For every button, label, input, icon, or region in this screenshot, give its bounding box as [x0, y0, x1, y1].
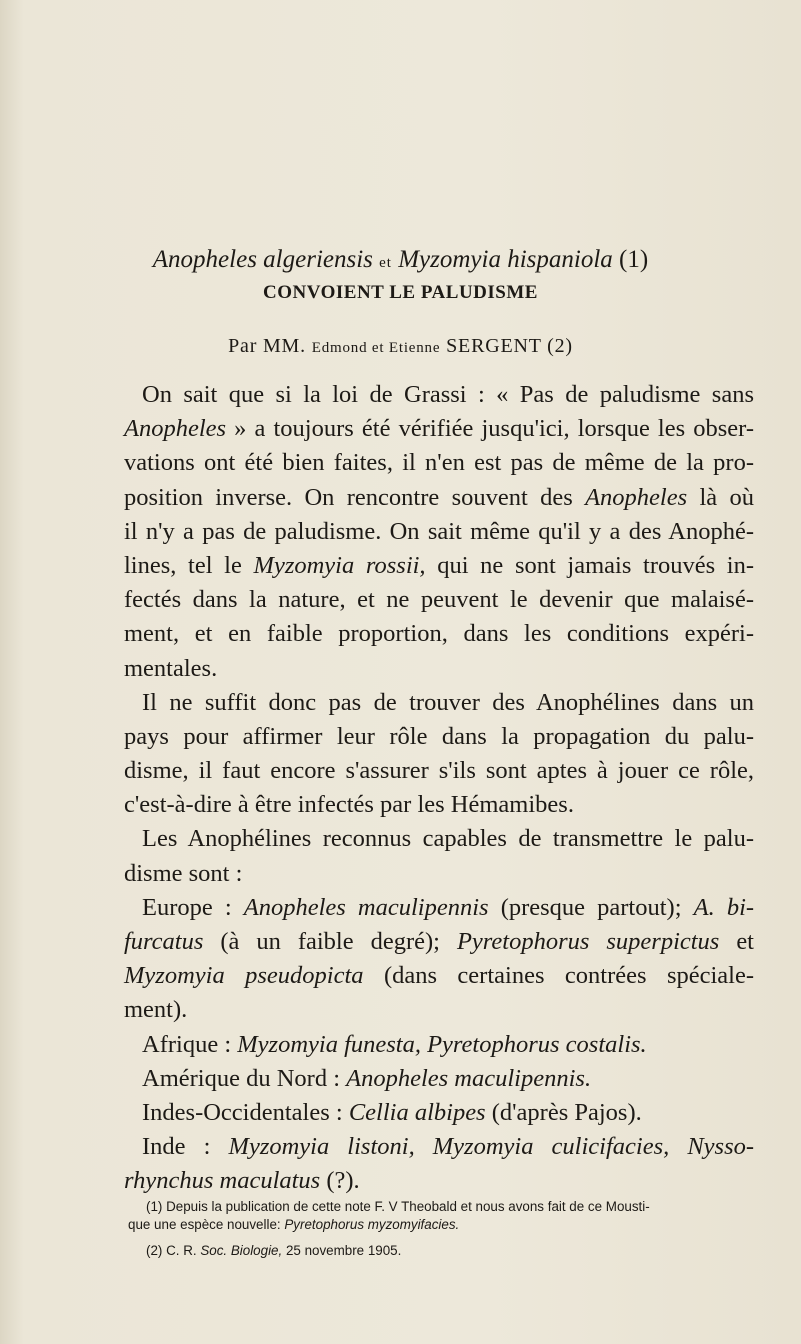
- text-line: Anopheles » a toujours été vérifiée jusqu'ici, lorsque les obser-: [124, 415, 754, 443]
- text-line: disme sont :: [124, 859, 243, 887]
- footnote-1: (1) Depuis la publication de cette note F. V Theobald et nous avons fait de ce Mousti-: [146, 1199, 650, 1214]
- europe-line: Europe : Anopheles maculipennis (presque partout); A. bi-: [142, 893, 755, 921]
- text-line: fectés dans la nature, et ne peuvent le devenir que malaisé-: [124, 586, 754, 614]
- text-line: lines, tel le Myzomyia rossii, qui ne sont jamais trouvés in-: [124, 551, 755, 579]
- text-line: pays pour affirmer leur rôle dans la propagation du palu-: [124, 722, 754, 750]
- europe-line: Myzomyia pseudopicta (dans certaines contrées spéciale-: [124, 962, 754, 990]
- authors-names: Edmond et Etienne: [311, 340, 441, 356]
- title-species-b: Myzomyia hispaniola: [398, 246, 613, 273]
- title-conjunction: et: [379, 255, 392, 271]
- europe-line: ment).: [124, 996, 188, 1024]
- footnotes: [128, 1198, 758, 1260]
- footnote-1-cont: que une espèce nouvelle: Pyretophorus myzomyifacies.: [128, 1217, 460, 1232]
- europe-line: furcatus (à un faible degré); Pyretophorus superpictus et: [124, 928, 754, 955]
- footnote-gap: [128, 1234, 758, 1242]
- inde-line: rhynchus maculatus (?).: [124, 1167, 360, 1195]
- text-line: position inverse. On rencontre souvent des Anopheles là où: [124, 483, 754, 511]
- article-title: [0, 246, 801, 274]
- inde-line: Inde : Myzomyia listoni, Myzomyia culicifacies, Nysso-: [142, 1133, 755, 1161]
- text-line: c'est-à-dire à être infectés par les Hémamibes.: [124, 791, 574, 819]
- article-subtitle: CONVOIENT LE PALUDISME: [263, 282, 538, 303]
- footnote-2: (2) C. R. Soc. Biologie, 25 novembre 1905.: [146, 1243, 402, 1258]
- text-line: Il ne suffit donc pas de trouver des Anophélines dans un: [142, 688, 754, 716]
- authors-prefix: Par MM.: [228, 335, 306, 357]
- text-line: On sait que si la loi de Grassi : « Pas de paludisme sans: [142, 381, 754, 408]
- text-line: disme, il faut encore s'assurer s'ils sont aptes à jouer ce rôle,: [124, 757, 754, 785]
- afrique-line: Afrique : Myzomyia funesta, Pyretophorus costalis.: [142, 1030, 647, 1058]
- amerique-line: Amérique du Nord : Anopheles maculipennis.: [142, 1064, 592, 1092]
- text-line: ment, et en faible proportion, dans les conditions expéri-: [124, 620, 754, 648]
- article-authors: [0, 335, 801, 358]
- text-line: Les Anophélines reconnus capables de transmettre le palu-: [142, 825, 754, 853]
- title-species-a: Anopheles algeriensis: [152, 246, 373, 273]
- text-line: mentales.: [124, 654, 218, 682]
- authors-surname: SERGENT (2): [446, 335, 573, 357]
- title-footnote-ref: (1): [619, 246, 649, 273]
- article-body: [124, 378, 754, 1199]
- text-line: il n'y a pas de paludisme. On sait même qu'il y a des Anophé-: [124, 517, 754, 545]
- indes-line: Indes-Occidentales : Cellia albipes (d'après Pajos).: [142, 1098, 642, 1126]
- text-line: vations ont été bien faites, il n'en est pas de même de la pro-: [124, 449, 754, 477]
